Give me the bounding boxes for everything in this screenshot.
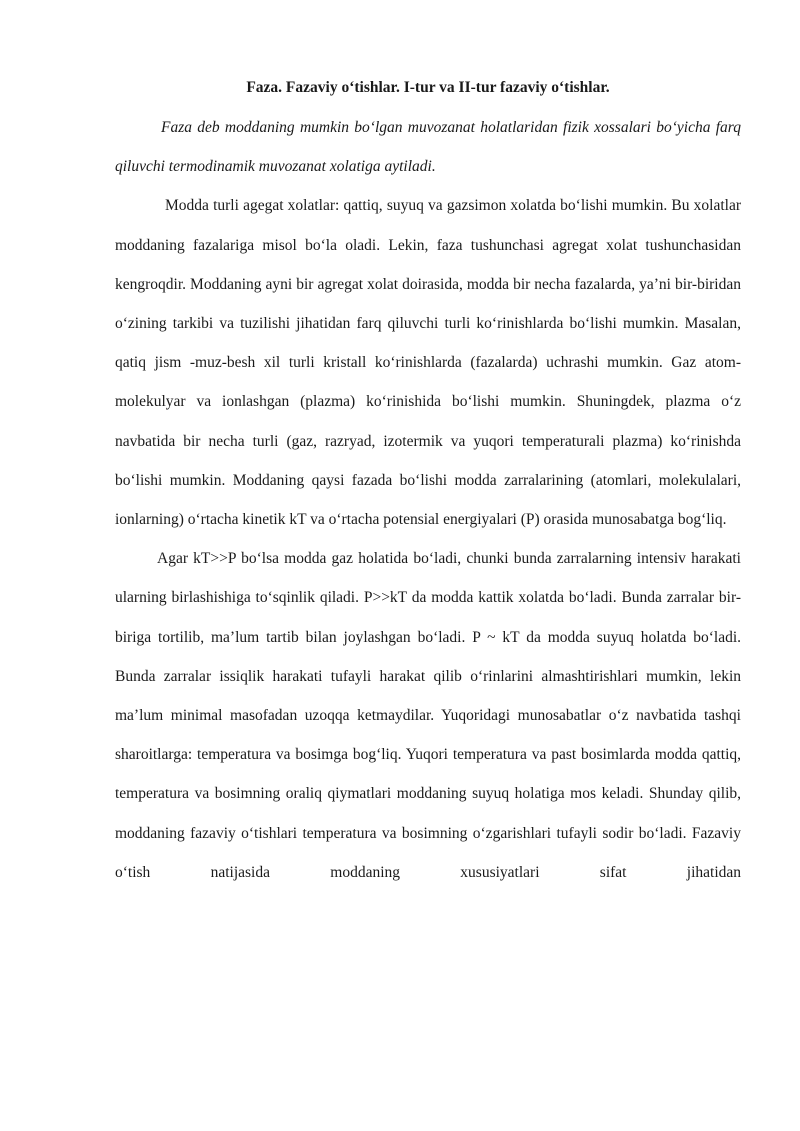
aggregate-states-paragraph: Modda turli agegat xolatlar: qattiq, suyuq va gazsimon xolatda bo‘lishi mumkin. Bu xolatlar moddaning fazalariga misol bo‘la oladi. Lekin, faza tushunchasi agregat xolat tushunchasidan kengroqdir. Moddaning ayni bir agregat xolat doirasida, modda bir necha fazalarda, ya’ni bir-biridan o‘zining tarkibi va tuzilishi jihatidan farq qiluvchi turli ko‘rinishlarda bo‘lishi mumkin. Masalan, qatiq jism -muz-besh xil turli kristall ko‘rinishlarda (fazalarda) uchrashi mumkin. Gaz atom- molekulyar va ionlashgan (plazma) ko‘rinishida bo‘lishi mumkin. Shuningdek, plazma o‘z navbatida bir necha turli (gaz, razryad, izotermik va yuqori temperaturali plazma) ko‘rinishda bo‘lishi mumkin. Moddaning qaysi fazada bo‘lishi modda zarralarining (atomlari, molekulalari, ionlarning) o‘rtacha kinetik kT va o‘rtacha potensial energiyalari (P) orasida munosabatga bog‘liq.: [115, 197, 741, 529]
definition-paragraph: Faza deb moddaning mumkin bo‘lgan muvozanat holatlaridan fizik xossalari bo‘yicha farq qiluvchi termodinamik muvozanat xolatiga aytiladi.: [115, 119, 741, 176]
document-title: Faza. Fazaviy o‘tishlar. I-tur va II-tur fazaviy o‘tishlar.: [246, 79, 610, 96]
document-page: [115, 68, 741, 892]
energy-relation-paragraph: Agar kT>>P bo‘lsa modda gaz holatida bo‘ladi, chunki bunda zarralarning intensiv harakati ularning birlashishiga to‘sqinlik qiladi. P>>kT da modda kattik xolatda bo‘ladi. Bunda zarralar bir-biriga tortilib, ma’lum tartib bilan joylashgan bo‘ladi. P ~ kT da modda suyuq holatda bo‘ladi. Bunda zarralar issiqlik harakati tufayli harakat qilib o‘rinlarini almashtirishlari mumkin, lekin ma’lum minimal masofadan uzoqqa ketmaydilar. Yuqoridagi munosabatlar o‘z navbatida tashqi sharoitlarga: temperatura va bosimga bog‘liq. Yuqori temperatura va past bosimlarda modda qattiq, temperatura va bosimning oraliq qiymatlari moddaning suyuq holatiga mos keladi. Shunday qilib, moddaning fazaviy o‘tishlari temperatura va bosimning o‘zgarishlari tufayli sodir bo‘ladi. Fazaviy o‘tish natijasida moddaning xususiyatlari sifat jihatidan: [115, 550, 741, 881]
